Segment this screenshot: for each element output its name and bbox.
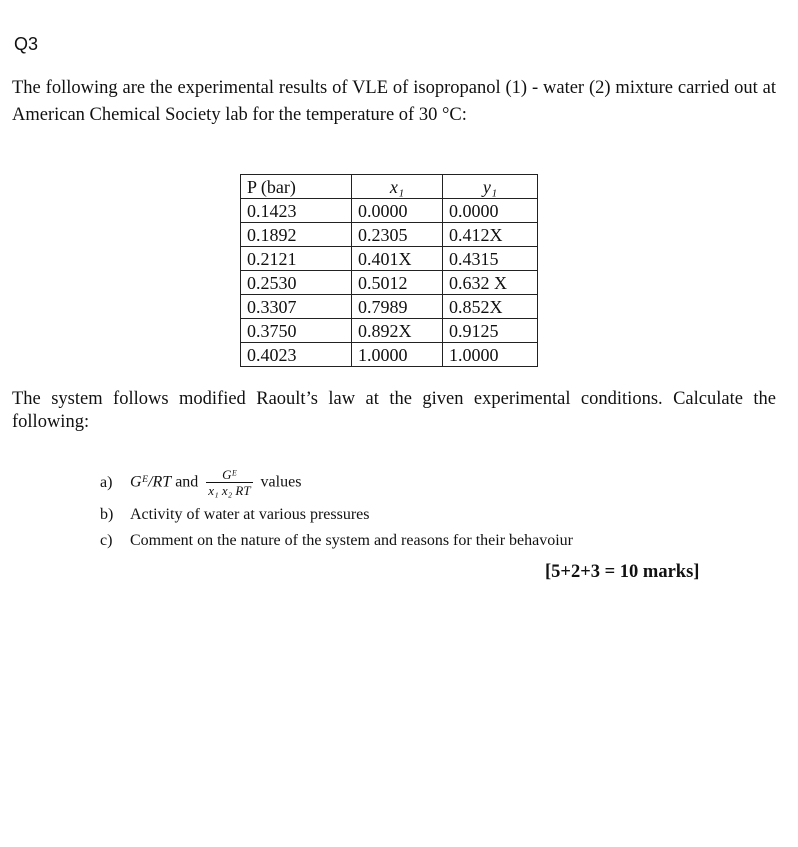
cell-y1: 0.852X [443,295,538,319]
item-marker-a: a) [100,473,113,491]
item-a-suffix: values [260,473,302,491]
ge-over-rt: Gᴱ/RT [130,473,172,491]
list-item-c [100,532,573,550]
table-row [241,247,538,271]
marks-allocation: [5+2+3 = 10 marks] [545,562,700,582]
intro-paragraph: The following are the experimental results of VLE of isopropanol (1) - water (2) mixture carried out at American Chemical Society lab for the temperature of 30 °C: [12,78,776,125]
item-a-and: and [175,473,199,491]
cell-y1: 0.412X [443,223,538,247]
table-row [241,271,538,295]
cell-pressure: 0.1892 [241,223,352,247]
header-y1: y₁ [443,175,538,199]
header-x1: x₁ [352,175,443,199]
item-marker-c: c) [100,532,113,549]
cell-pressure: 0.2121 [241,247,352,271]
table-row [241,223,538,247]
table-header-row [241,175,538,199]
cell-pressure: 0.3307 [241,295,352,319]
cell-y1: 1.0000 [443,343,538,367]
cell-x1: 1.0000 [352,343,443,367]
cell-y1: 0.4315 [443,247,538,271]
table-row [241,343,538,367]
item-b-text: Activity of water at various pressures [130,506,370,523]
cell-pressure: 0.4023 [241,343,352,367]
fraction-denominator: x₁ x₂ RT [208,483,251,498]
cell-y1: 0.0000 [443,199,538,223]
cell-x1: 0.5012 [352,271,443,295]
list-item-b [100,506,369,524]
instruction-paragraph: The system follows modified Raoult’s law at the given experimental conditions. Calculate the following: [12,389,776,432]
item-c-text: Comment on the nature of the system and reasons for their behavoiur [130,532,573,549]
cell-x1: 0.892X [352,319,443,343]
ge-fraction [206,468,252,498]
cell-x1: 0.401X [352,247,443,271]
cell-pressure: 0.1423 [241,199,352,223]
cell-y1: 0.632 X [443,271,538,295]
cell-pressure: 0.2530 [241,271,352,295]
table-row [241,295,538,319]
question-number: Q3 [14,34,39,54]
list-item-a [100,468,301,498]
vle-data-table [240,174,538,367]
cell-y1: 0.9125 [443,319,538,343]
cell-x1: 0.2305 [352,223,443,247]
table-row [241,319,538,343]
header-pressure: P (bar) [241,175,352,199]
cell-pressure: 0.3750 [241,319,352,343]
cell-x1: 0.7989 [352,295,443,319]
table-row [241,199,538,223]
cell-x1: 0.0000 [352,199,443,223]
item-marker-b: b) [100,506,114,523]
fraction-numerator: Gᴱ [222,467,237,482]
